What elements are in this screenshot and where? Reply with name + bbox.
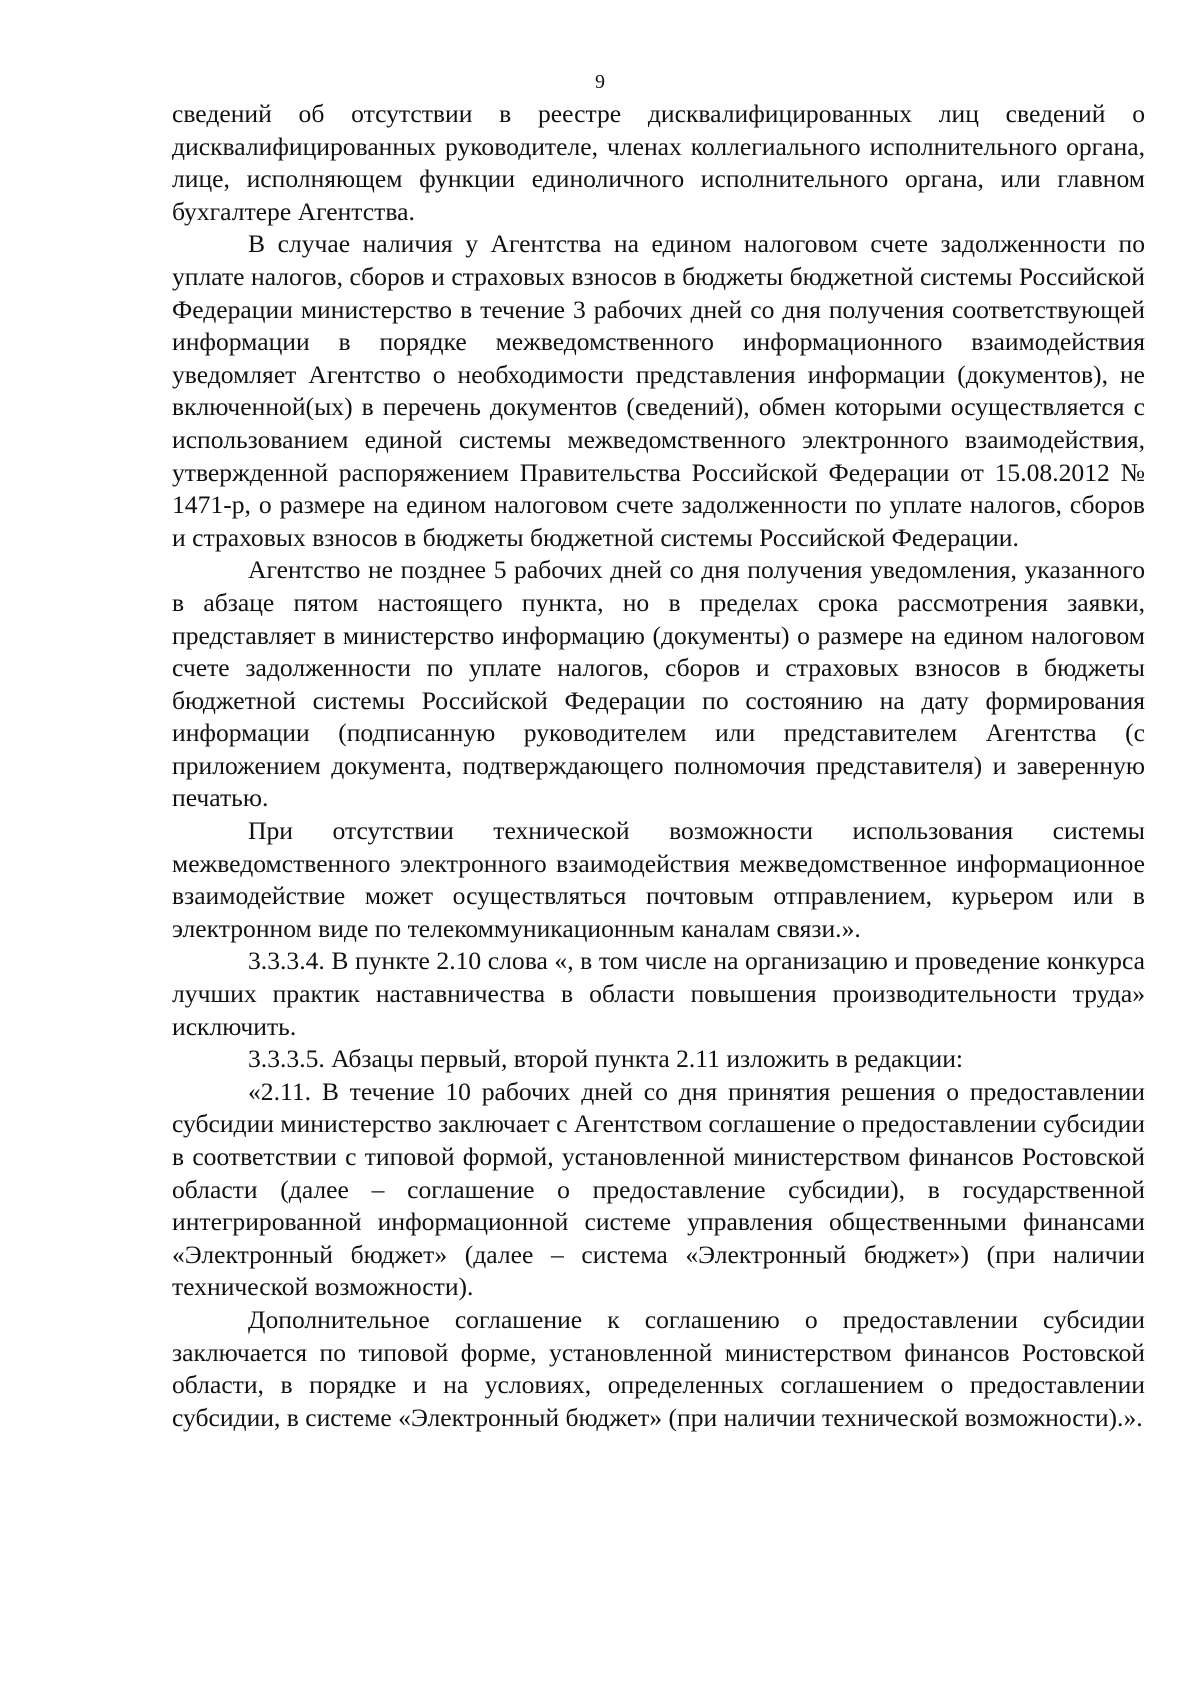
paragraph-no-technical-possibility: При отсутствии технической возможности использования системы межведомственного электронного взаимодействия межведомственное информационное взаимодействие может осуществляться почтовым отправлением, курьером или в электронном виде по телекоммуникационным каналам связи.».	[172, 816, 1145, 943]
paragraph-agency-response: Агентство не позднее 5 рабочих дней со дня получения уведомления, указанного в абзаце пятом настоящего пункта, но в пределах срока рассмотрения заявки, представляет в министерство информацию (документы) о размере на едином налоговом счете задолженности по уплате налогов, сборов и страховых взносов в бюджеты бюджетной системы Российской Федерации по состоянию на дату формирования информации (подписанную руководителем или представителем Агентства (с приложением документа, подтверждающего полномочия представителя) и заверенную печатью.	[172, 555, 1145, 813]
page-number: 9	[595, 71, 605, 93]
paragraph-item-3-3-3-5: 3.3.3.5. Абзацы первый, второй пункта 2.11 изложить в редакции:	[248, 1044, 964, 1074]
paragraph-item-3-3-3-4: 3.3.3.4. В пункте 2.10 слова «, в том числе на организацию и проведение конкурса лучших практик наставничества в области повышения производительности труда» исключить.	[172, 946, 1145, 1041]
paragraph-item-2-11: «2.11. В течение 10 рабочих дней со дня принятия решения о предоставлении субсидии министерство заключает с Агентством соглашение о предоставлении субсидии в соответствии с типовой формой, установленной министерством финансов Ростовской области (далее – соглашение о предоставление субсидии), в государственной интегрированной информационной системе управления общественными финансами «Электронный бюджет» (далее – система «Электронный бюджет») (при наличии технической возможности).	[172, 1076, 1145, 1302]
paragraph-tax-debt-notice: В случае наличия у Агентства на едином налоговом счете задолженности по уплате налогов, сборов и страховых взносов в бюджеты бюджетной системы Российской Федерации министерство в течение 3 рабочих дней со дня получения соответствующей информации в порядке межведомственного информационного взаимодействия уведомляет Агентство о необходимости представления информации (документов), не включенной(ых) в перечень документов (сведений), обмен которыми осуществляется с использованием единой системы межведомственного электронного взаимодействия, утвержденной распоряжением Правительства Российской Федерации от 15.08.2012 № 1471-р, о размере на едином налоговом счете задолженности по уплате налогов, сборов и страховых взносов в бюджеты бюджетной системы Российской Федерации.	[172, 229, 1145, 552]
paragraph-additional-agreement: Дополнительное соглашение к соглашению о предоставлении субсидии заключается по типовой форме, установленной министерством финансов Ростовской области, в порядке и на условиях, определенных соглашением о предоставлении субсидии, в системе «Электронный бюджет» (при наличии технической возможности).».	[172, 1304, 1145, 1432]
paragraph-disqualified-persons: сведений об отсутствии в реестре дисквалифицированных лиц сведений о дисквалифицированных руководителе, членах коллегиального исполнительного органа, лице, исполняющем функции единоличного исполнительного органа, или главном бухгалтере Агентства.	[172, 99, 1145, 226]
document-body	[172, 98, 1145, 1434]
